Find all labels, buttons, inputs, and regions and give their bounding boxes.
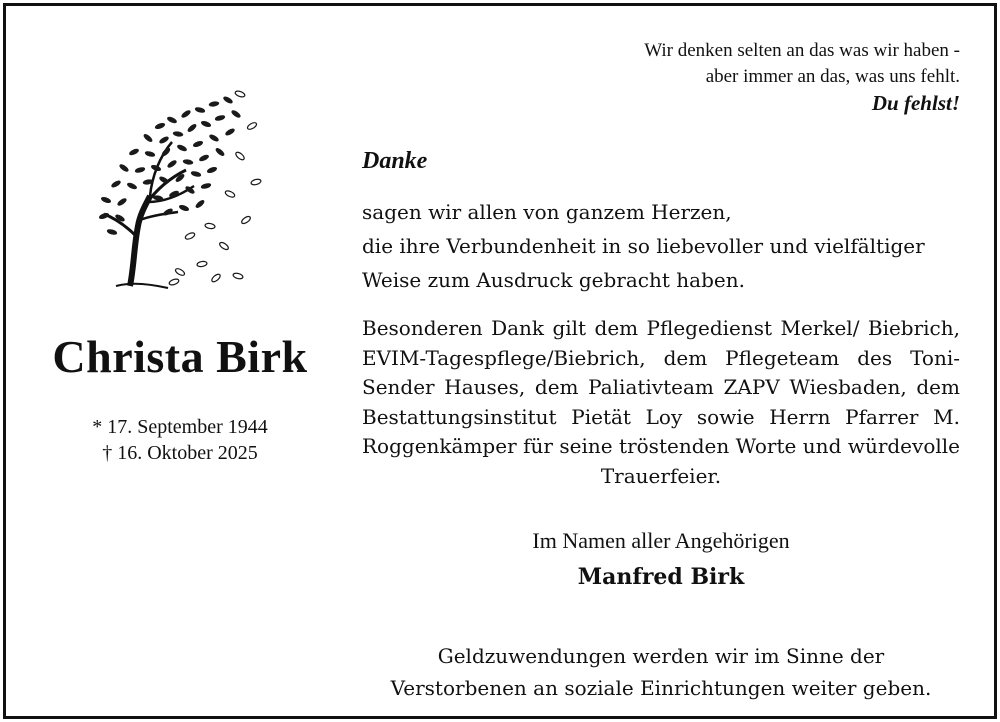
signature-name: Manfred Birk [577, 564, 745, 590]
death-date: † 16. Oktober 2025 [102, 442, 258, 464]
donation-note [362, 640, 960, 704]
birth-date: * 17. September 1944 [92, 416, 268, 438]
quote-block [644, 38, 960, 116]
thanks-heading: Danke [362, 148, 428, 174]
donation-line-1: Geldzuwendungen werden wir im Sinne der [437, 644, 885, 668]
thanks-line-1: sagen wir allen von ganzem Herzen, [362, 200, 732, 224]
quote-line-2: aber immer an das, was uns fehlt. [705, 66, 960, 87]
quote-line-1: Wir denken selten an das was wir haben - [644, 40, 960, 61]
special-thanks-paragraph: Besonderen Dank gilt dem Pflegedienst Merkel/ Biebrich, EVIM-Tagespflege/Biebrich, dem Pflegeteam des Toni-Sender Hauses, dem Paliativteam ZAPV Wiesbaden, dem Bestattungsinstitut Pietät Loy sowie Herrn Pfarrer M. Roggenkämper für seine tröstenden Worte und würdevolle Trauerfeier. [362, 316, 960, 488]
life-dates [40, 414, 320, 466]
signature-intro: Im Namen aller Angehörigen [532, 528, 790, 553]
donation-line-2: Verstorbenen an soziale Einrichtungen weiter geben. [390, 676, 932, 700]
thanks-line-3: Weise zum Ausdruck gebracht haben. [362, 268, 745, 292]
thanks-paragraph [362, 195, 962, 297]
windblown-tree-icon [90, 86, 270, 296]
deceased-name: Christa Birk [52, 331, 308, 382]
thanks-line-2: die ihre Verbundenheit in so liebevoller und vielfältiger [362, 234, 925, 258]
quote-line-3: Du fehlst! [871, 91, 960, 115]
